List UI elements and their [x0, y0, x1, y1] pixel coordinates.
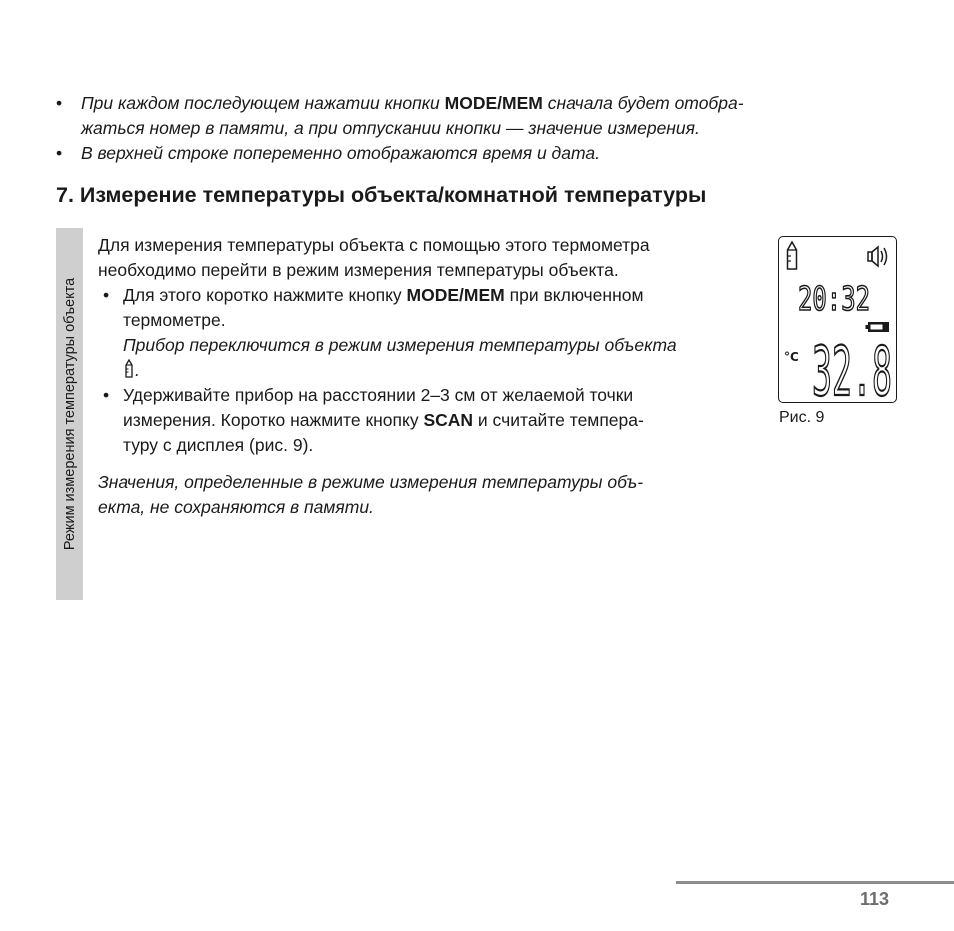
bullet-italic-text: Прибор переключится в режим измерения температуры объекта [123, 335, 677, 355]
battery-icon [866, 322, 890, 332]
bullet-text: туру с дисплея (рис. 9). [123, 435, 314, 455]
lcd-unit: °C [784, 350, 799, 364]
intro-line: необходимо перейти в режим измерения температуры объекта. [98, 260, 619, 280]
lcd-time: 20:32 [798, 279, 870, 318]
bullet-italic-text: . [135, 360, 140, 380]
bullet-text: термометре. [123, 310, 226, 330]
mode-mem-label: MODE/MEM [406, 285, 505, 305]
note-line: Значения, определенные в режиме измерения температуры объ- [98, 472, 644, 492]
bottle-icon [123, 359, 135, 379]
bullet-dot: • [103, 385, 110, 405]
instruction-bullet [98, 383, 768, 458]
speaker-icon [868, 247, 887, 266]
bullet-dot: • [56, 143, 63, 163]
top-bullet-item [56, 141, 876, 166]
intro-line: Для измерения температуры объекта с помощью этого термометра [98, 235, 650, 255]
figure-caption: Рис. 9 [779, 409, 825, 426]
note-line: екта, не сохраняются в памяти. [98, 497, 374, 517]
top-bullet-list [56, 91, 876, 166]
bullet-text: В верхней строке попеременно отображаются время и дата. [81, 143, 600, 163]
bullet-dot: • [103, 285, 110, 305]
instruction-bullet [98, 283, 768, 383]
top-bullet-item [56, 91, 876, 141]
bullet-text: При каждом последующем нажатии кнопки [81, 93, 445, 113]
section-body [98, 233, 768, 520]
bullet-text: сначала будет отобра- [542, 93, 744, 113]
bullet-text: измерения. Коротко нажмите кнопку [123, 410, 424, 430]
section-heading: 7. Измерение температуры объекта/комнатной температуры [56, 183, 707, 207]
bullet-text: жаться номер в памяти, а при отпускании кнопки — значение измерения. [81, 118, 700, 138]
bullet-dot: • [56, 93, 63, 113]
lcd-temperature: 32.8 [812, 333, 892, 404]
mode-mem-label: MODE/MEM [444, 93, 543, 113]
bullet-text: и считайте темпера- [473, 410, 644, 430]
bottle-icon [788, 242, 797, 269]
footer-rule [676, 881, 954, 884]
intro-paragraph [98, 233, 768, 283]
side-tab [56, 228, 83, 600]
bullet-text: Для этого коротко нажмите кнопку [123, 285, 407, 305]
note-paragraph [98, 470, 768, 520]
lcd-display-drawing [779, 237, 898, 404]
bullet-text: Удерживайте прибор на расстоянии 2–3 см от желаемой точки [123, 385, 634, 405]
side-tab-label: Режим измерения температуры объекта [61, 277, 78, 551]
lcd-display-figure [778, 236, 897, 403]
page-number: 113 [860, 889, 890, 909]
bullet-text: при включенном [504, 285, 644, 305]
scan-label: SCAN [423, 410, 474, 430]
